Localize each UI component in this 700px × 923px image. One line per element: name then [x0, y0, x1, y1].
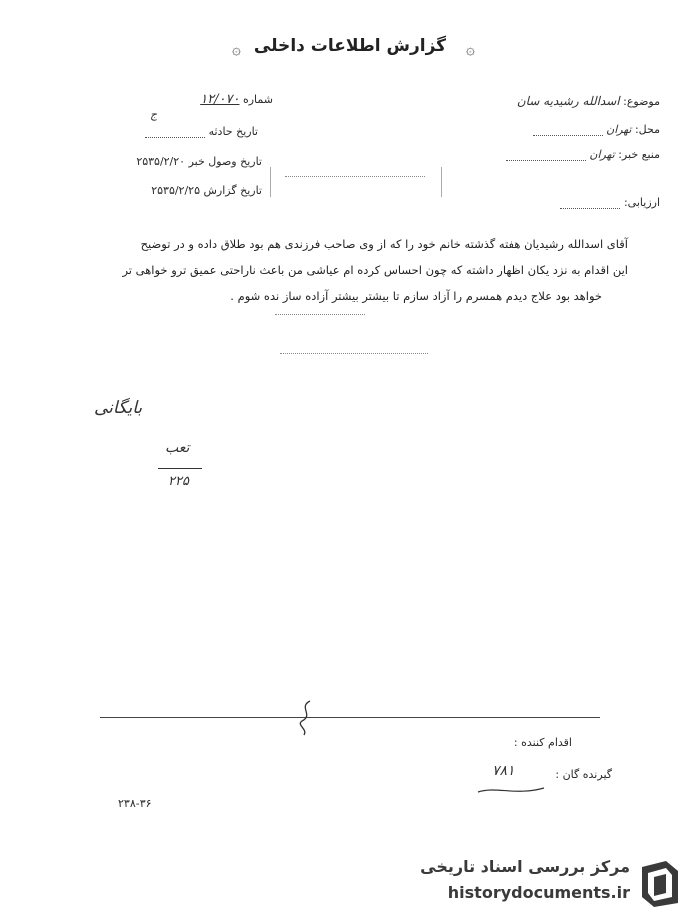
receipt-field: [112, 155, 262, 168]
reporter-label: گیرنده گان :: [555, 768, 612, 781]
subject-value: اسدالله رشیدیه سان: [516, 94, 620, 108]
reporter-sign: ۷۸۱: [492, 763, 515, 779]
stamp-line: [285, 176, 425, 177]
receipt-label: تاریخ وصول خبر: [188, 155, 262, 168]
location-field: [533, 123, 660, 136]
number-label: شماره: [242, 93, 273, 106]
body-line-2: این اقدام به نزد یکان اظهار داشته که چون احساس کرده ام عیاشی من باعث ناراحتی عمیق ترو خواهی تر: [122, 263, 628, 277]
report-date-field: [112, 184, 262, 197]
assessment-dots: [560, 198, 620, 209]
action-label: اقدام کننده :: [513, 736, 572, 749]
watermark-title: مرکز بررسی اسناد تاریخی: [420, 857, 630, 876]
handwritten-note-2: تعب: [165, 440, 190, 456]
date-dots: [145, 127, 205, 138]
source-dots: [506, 150, 586, 161]
body-line-1: آقای اسدالله رشیدیان هفته گذشته خانم خود را که از وی صاحب فرزندی هم بود طلاق داده و در توضیح: [140, 237, 628, 251]
number-field: [128, 92, 273, 107]
date-field: [118, 125, 258, 138]
document-code: ۲۳۸-۳۶: [118, 797, 152, 810]
body-line-3: خواهد بود علاج دیدم همسرم را آزاد سازم تا بیشتر بیشتر آزاده ساز نده شوم .: [230, 289, 602, 303]
signature-mark-icon: [290, 697, 320, 737]
report-date-value: ۲۵۳۵/۲/۲۵: [151, 184, 200, 197]
assessment-label: ارزیابی:: [623, 196, 660, 209]
action-field: [514, 736, 572, 749]
handwritten-rule: [158, 468, 202, 469]
emblem-left-icon: ۞: [232, 40, 241, 58]
source-field: [506, 148, 660, 161]
handwritten-note-1: بایگانی: [94, 398, 143, 418]
subject-label: موضوع:: [623, 95, 660, 108]
footer-rule: [100, 717, 600, 718]
emblem-right-icon: ۞: [466, 40, 475, 58]
report-date-label: تاریخ گزارش: [203, 184, 262, 197]
handwritten-note-3: ۲۲۵: [168, 474, 189, 489]
subject-field: [517, 94, 660, 108]
assessment-field: [560, 196, 660, 209]
archive-watermark: [398, 853, 688, 915]
document-title: گزارش اطلاعات داخلی: [253, 36, 447, 56]
location-label: محل:: [634, 123, 660, 136]
source-value: تهران: [589, 148, 615, 161]
location-dots: [533, 125, 603, 136]
date-label: تاریخ حادثه: [208, 125, 258, 138]
reporter-field: [555, 768, 612, 781]
number-value: ۱۲/۰۷۰: [200, 92, 240, 107]
number-sub: ج: [150, 108, 158, 121]
faint-line-2: [280, 353, 428, 354]
location-value: تهران: [606, 123, 632, 136]
watermark-url: historydocuments.ir: [447, 883, 630, 902]
receipt-value: ۲۵۳۵/۲/۲۰: [136, 155, 186, 168]
source-label: منبع خبر:: [618, 148, 660, 161]
faint-line-1: [275, 314, 365, 315]
stamp-box: [270, 167, 442, 197]
reporter-signature-icon: [476, 782, 546, 798]
archive-logo-icon: [636, 859, 684, 909]
